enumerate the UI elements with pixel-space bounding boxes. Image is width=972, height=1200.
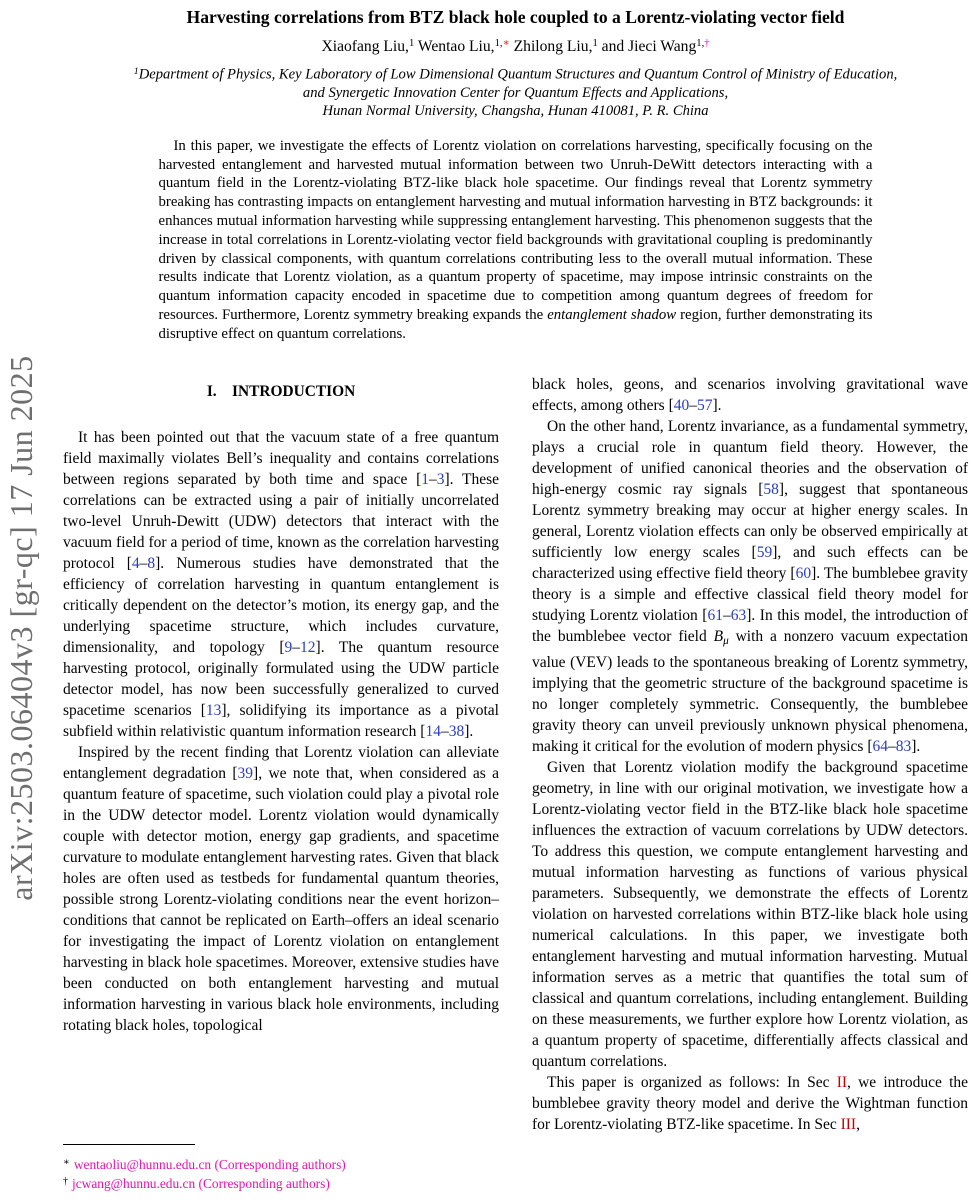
citation-link[interactable]: 8 [147, 555, 156, 573]
citation-link[interactable]: 40 [673, 397, 690, 415]
text-segment: Xiaofang Liu, [321, 37, 409, 55]
affiliation-block [63, 63, 968, 121]
paragraph [63, 742, 499, 1036]
citation-link[interactable]: 64 [872, 738, 888, 756]
text-segment: 1 [592, 38, 598, 49]
text-segment: 1, [696, 38, 705, 49]
text-segment: μ [723, 635, 729, 648]
text-segment: Wentao Liu, [414, 37, 495, 55]
footnote-note: (Corresponding authors) [211, 1157, 346, 1173]
citation-link[interactable]: 61 [707, 607, 723, 625]
paragraph [532, 757, 968, 1072]
text-segment: – [428, 471, 437, 489]
author-line [63, 37, 968, 56]
text-segment: ]. The bumblebee gravity theory is a simple and effective classical field theory model for studying Lorentz violation [ [532, 565, 968, 625]
citation-link[interactable]: 14 [425, 723, 441, 741]
citation-link[interactable]: 57 [697, 397, 713, 415]
two-column-body [63, 374, 968, 1135]
paragraph [532, 374, 968, 416]
text-segment: ]. The quantum resource harvesting protocol, originally formulated using the UDW particle detector model, has now been successfully generalized to curved spacetime scenarios [ [63, 639, 499, 720]
footnote-corresponding-author-1 [63, 1154, 499, 1173]
affiliation-line [63, 63, 968, 84]
text-segment: Department of Physics, Key Laboratory of Low Dimensional Quantum Structures and Quantum Control of Ministry of Education, [138, 66, 898, 83]
abstract [159, 137, 873, 344]
text-segment: ], we note that, when considered as a quantum feature of spacetime, such violation could play a pivotal role in the UDW detector model. Lorentz violation would dynamically couple with detector motion, energy gap gradients, and spacetime curvature to modulate entanglement harvesting rates. Given that black holes are often used as testbeds for fundamental quantum theories, possible strong Lorentz-violating conditions near the event horizon–conditions that cannot be replicated on Earth–offers an ideal scenario for investigating the impact of Lorentz violation on entanglement harvesting in black hole spacetimes. Moreover, extensive studies have been conducted on both entanglement harvesting and mutual information harvesting in various black hole environments, including rotating black holes, topological [63, 765, 499, 1035]
text-segment: Given that Lorentz violation modify the background spacetime geometry, in line with our original motivation, we investigate how a Lorentz-violating vector field in the BTZ-like black hole spacetime influences the extraction of vacuum correlations by UDW detectors. To address this question, we compute entanglement harvesting and mutual information harvesting as functions of various physical parameters. Subsequently, we demonstrate the effects of Lorentz violation on harvested correlations within BTZ-like black hole using numerical calculations. In this paper, we investigate both entanglement harvesting and mutual information harvesting. Mutual information serves as a metric that quantifies the total sum of classical and quantum correlations, including entanglement. Building on these measurements, we further explore how Lorentz violation, as a quantum property of spacetime, differentially affects classical and quantum correlations. [532, 759, 968, 1071]
citation-link[interactable]: 4 [131, 555, 140, 573]
citation-link[interactable]: 38 [448, 723, 465, 741]
text-segment: ]. [712, 397, 722, 415]
text-segment: It has been pointed out that the vacuum state of a free quantum field maximally violates Bell’s inequality and contains correlations between regions separated by both time and space [ [63, 429, 499, 489]
paper-content [63, 0, 968, 1135]
text-segment: This paper is organized as follows: In Sec [547, 1074, 837, 1092]
section-heading-introduction: I. INTRODUCTION [206, 383, 356, 401]
citation-link[interactable]: 83 [895, 738, 912, 756]
text-segment: 1 [408, 38, 415, 49]
paper-title: Harvesting correlations from BTZ black hole coupled to a Lorentz-violating vector field [186, 7, 845, 27]
text-segment: – [888, 738, 896, 756]
text-segment: ]. [911, 738, 921, 756]
citation-link[interactable]: 58 [763, 481, 779, 499]
footnote-star-symbol: ∗ [63, 1157, 70, 1168]
section-ref-link[interactable]: III [840, 1116, 857, 1134]
paragraph [532, 1072, 968, 1135]
text-segment: with a nonzero vacuum expectation value (VEV) leads to the spontaneous breaking of Lorentz symmetry, implying that the geometric structure of the background spacetime is no longer completely symmetric. Consequently, the bumblebee gravity theory can unveil previously unknown physical phenomena, making it critical for the evolution of modern physics [ [532, 628, 968, 756]
left-column [63, 374, 499, 1135]
text-segment: ], suggest that spontaneous Lorentz symmetry breaking may occur at higher energy scales. In general, Lorentz violation effects can only be observed empirically at sufficiently low energy scales [ [532, 481, 968, 562]
text-segment: ]. Numerous studies have demonstrated that the efficiency of correlation harvesting in quantum entanglement is critically dependent on the detector’s motion, its energy gap, and the underlying spacetime structure, which includes curvature, dimensionality, and topology [ [63, 555, 499, 657]
footnote-rule [63, 1144, 195, 1145]
text-segment: – [689, 397, 697, 415]
citation-link[interactable]: 1 [421, 471, 429, 489]
citation-link[interactable]: 9 [284, 639, 293, 657]
text-segment: – [440, 723, 449, 741]
footnote-note: (Corresponding authors) [195, 1176, 330, 1192]
citation-link[interactable]: 63 [730, 607, 747, 625]
citation-link[interactable]: 3 [436, 471, 445, 489]
citation-link[interactable]: 13 [205, 702, 222, 720]
text-segment: In this paper, we investigate the effects of Lorentz violation on correlations harvesting, specifically focusing on the harvested entanglement and harvested mutual information between two Unruh-DeWitt detectors interacting with a quantum field in the Lorentz-violating BTZ-like black hole spacetime. Our findings reveal that Lorentz symmetry breaking has contrasting impacts on entanglement harvesting and mutual information harvesting in BTZ backgrounds: it enhances mutual information harvesting while suppressing entanglement harvesting. This phenomenon suggests that the increase in total correlations in Lorentz-violating vector field backgrounds with gravitational coupling is predominantly driven by classical components, with quantum correlations contributing less to the overall mutual information. These results indicate that Lorentz violation, as a quantum property of spacetime, may impose intrinsic constraints on the quantum information capacity encoded in spacetime due to competition among quantum degrees of freedom for resources. Furthermore, Lorentz symmetry breaking expands the [158, 137, 873, 323]
text-segment: ∗ [502, 38, 510, 49]
text-segment: ]. [464, 723, 474, 741]
text-segment: Inspired by the recent finding that Lorentz violation can alleviate entanglement degradation [ [63, 744, 499, 783]
footnote-email-link[interactable]: wentaoliu@hunnu.edu.cn [73, 1157, 212, 1173]
text-segment: ]. These correlations can be extracted using a pair of initially uncorrelated two-level Unruh-Dewitt (UDW) detectors that interact with the vacuum field for a period of time, known as the correlation harvesting protocol [ [63, 471, 499, 573]
text-segment: B [713, 628, 724, 646]
footnote-corresponding-author-2 [63, 1173, 499, 1192]
text-segment: region, further demonstrating its disruptive effect on quantum correlations. [158, 306, 873, 342]
citation-link[interactable]: 59 [756, 544, 773, 562]
text-segment: † [704, 38, 710, 49]
text-segment: ], solidifying its importance as a pivotal subfield within relativistic quantum information research [ [63, 702, 499, 741]
text-segment: – [292, 639, 301, 657]
text-segment: – [722, 607, 731, 625]
footnotes [63, 1144, 499, 1192]
text-segment: ]. In this model, the introduction of the bumblebee vector field [532, 607, 969, 646]
text-segment: entanglement shadow [547, 306, 677, 323]
footnote-dagger-symbol: † [63, 1176, 69, 1188]
citation-link[interactable]: 60 [795, 565, 812, 583]
text-segment: and Synergetic Innovation Center for Quantum Effects and Applications, [302, 84, 729, 101]
citation-link[interactable]: 39 [237, 765, 254, 783]
text-segment: 1, [494, 38, 503, 49]
citation-link[interactable]: 12 [300, 639, 316, 657]
text-segment: – [139, 555, 148, 573]
text-segment: , we introduce the bumblebee gravity theory model and derive the Wightman function for Lorentz-violating BTZ-like spacetime. In Sec [532, 1074, 969, 1134]
affiliation-line [63, 102, 968, 121]
footnote-email-link[interactable]: jcwang@hunnu.edu.cn [72, 1176, 196, 1192]
affiliation-line [63, 84, 968, 103]
paragraph [532, 416, 968, 757]
text-segment: Zhilong Liu, [509, 37, 593, 55]
paragraph [63, 427, 499, 742]
arxiv-identifier: arXiv:2503.06404v3 [gr-qc] 17 Jun 2025 [3, 355, 39, 901]
text-segment: , [856, 1116, 860, 1134]
section-ref-link[interactable]: II [836, 1074, 848, 1092]
text-segment: black holes, geons, and scenarios involving gravitational wave effects, among others [ [532, 376, 968, 415]
text-segment: Hunan Normal University, Changsha, Hunan 410081, P. R. China [322, 103, 709, 120]
right-column [532, 374, 968, 1135]
text-segment: ], and such effects can be characterized using effective field theory [ [532, 544, 968, 583]
text-segment: and Jieci Wang [597, 37, 697, 55]
text-segment: On the other hand, Lorentz invariance, as a fundamental symmetry, plays a crucial role in quantum field theory. However, the development of unified canonical theories and the observation of high-energy cosmic ray signals [ [532, 418, 968, 499]
text-segment: 1 [133, 65, 139, 77]
